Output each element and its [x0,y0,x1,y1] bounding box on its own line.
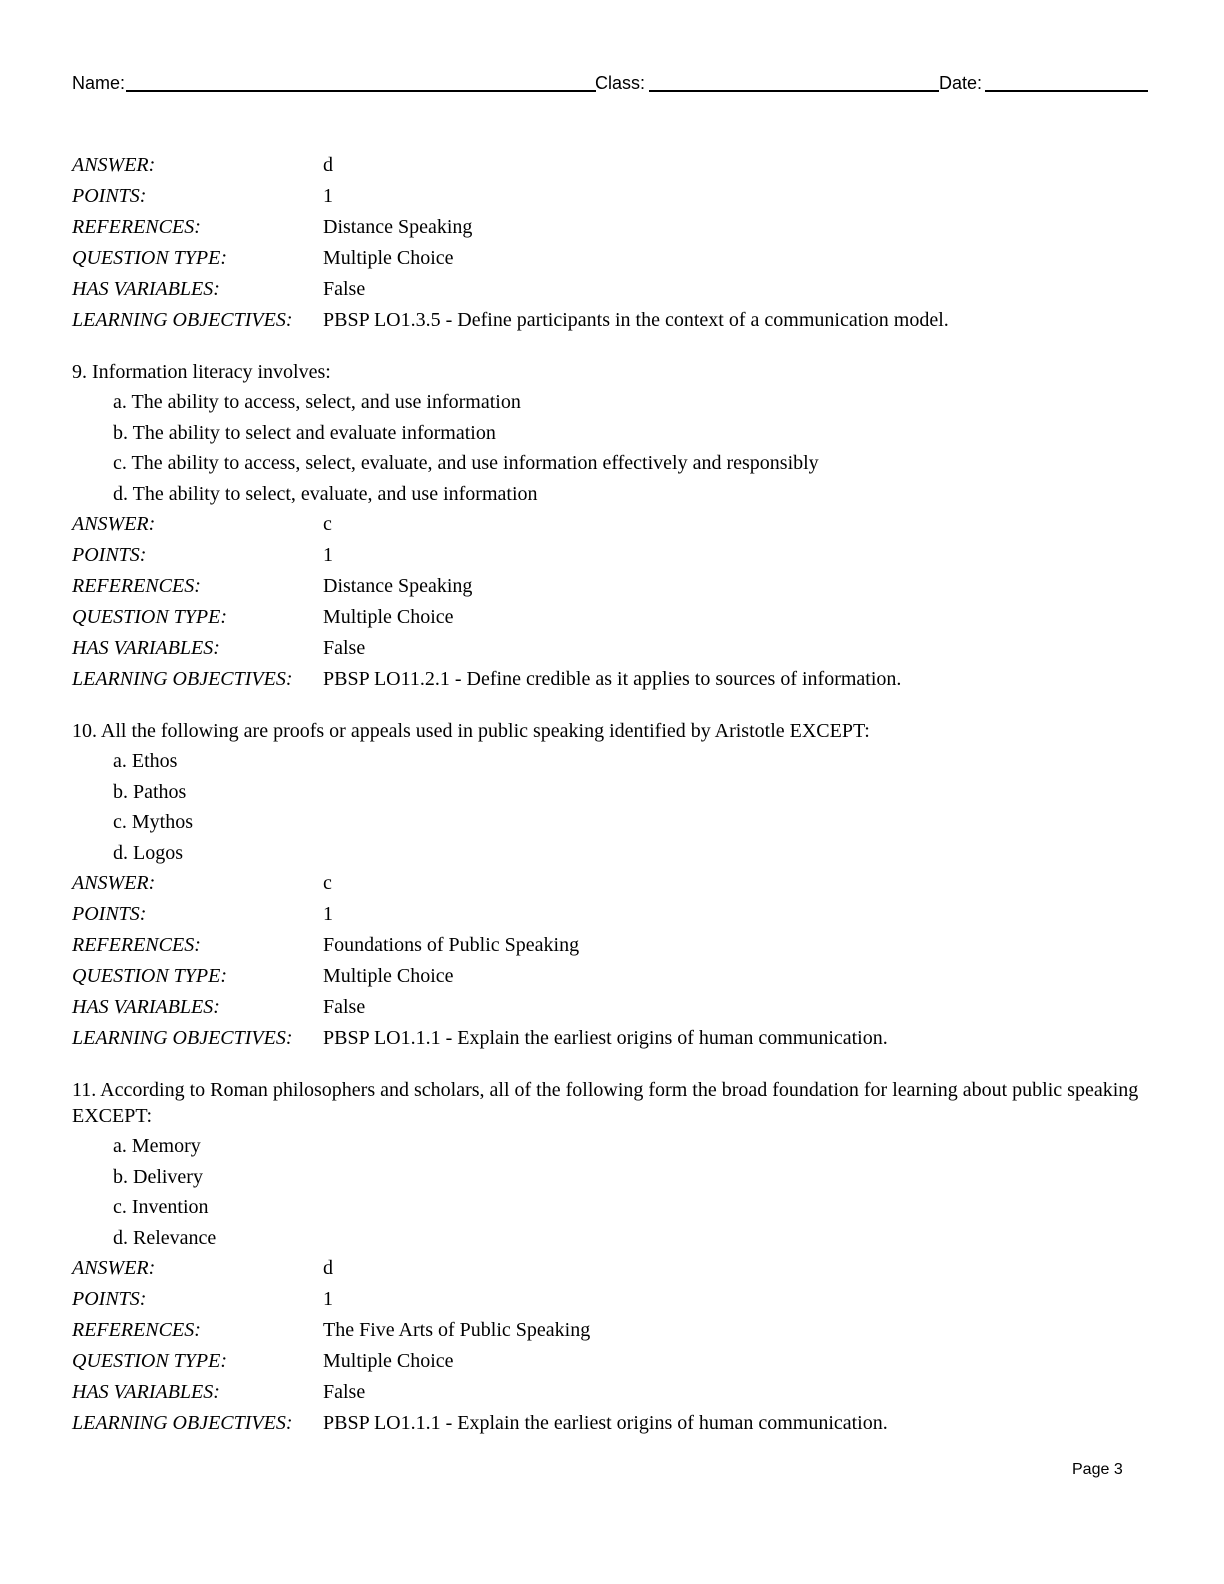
answer-value: c [323,872,332,894]
has-variables-label: HAS VARIABLES: [72,1381,220,1403]
points-row [72,540,1152,571]
question-type-row [72,602,1152,633]
references-value: Foundations of Public Speaking [323,934,580,956]
answer-label: ANSWER: [72,513,156,535]
answer-value: c [323,513,332,535]
question-type-label: QUESTION TYPE: [72,1350,228,1372]
answer-label: ANSWER: [72,154,156,176]
references-label: REFERENCES: [72,216,201,238]
question-text: 9. Information literacy involves: [72,361,331,383]
points-value: 1 [323,544,333,566]
learning-objectives-label: LEARNING OBJECTIVES: [72,1027,293,1049]
learning-objectives-label: LEARNING OBJECTIVES: [72,1412,293,1434]
references-label: REFERENCES: [72,1319,201,1341]
name-field-line [126,90,596,92]
learning-objectives-value: PBSP LO1.1.1 - Explain the earliest origins of human communication. [323,1027,888,1049]
option-d: d. Relevance [113,1226,217,1249]
has-variables-row [72,992,1152,1023]
references-row [72,571,1152,602]
option-c: c. Invention [113,1196,209,1218]
references-value: The Five Arts of Public Speaking [323,1319,591,1341]
points-value: 1 [323,903,333,925]
class-field-line [649,90,939,92]
question-text: 11. According to Roman philosophers and scholars, all of the following form the broad foundation for learning about public speaking EXCEPT: [72,1079,1139,1127]
references-row [72,1315,1152,1346]
learning-objectives-row [72,1023,1152,1054]
question-type-label: QUESTION TYPE: [72,965,228,987]
points-value: 1 [323,1288,333,1310]
has-variables-row [72,274,1152,305]
question-8-metadata [72,150,1152,336]
question-11 [72,1077,1152,1439]
question-10 [72,718,1152,1054]
option-b: b. Delivery [113,1165,203,1188]
has-variables-value: False [323,278,366,300]
answer-row [72,509,1152,540]
question-type-row [72,243,1152,274]
references-label: REFERENCES: [72,934,201,956]
date-field-line [985,90,1148,92]
option-a: a. Ethos [113,750,178,772]
question-type-label: QUESTION TYPE: [72,247,228,269]
answer-value: d [323,1257,333,1279]
learning-objectives-row [72,1408,1152,1439]
question-type-value: Multiple Choice [323,965,454,987]
learning-objectives-label: LEARNING OBJECTIVES: [72,668,293,690]
page-number: Page 3 [1072,1461,1123,1478]
has-variables-row [72,1377,1152,1408]
option-a: a. Memory [113,1135,201,1157]
question-type-row [72,1346,1152,1377]
learning-objectives-value: PBSP LO11.2.1 - Define credible as it applies to sources of information. [323,668,902,690]
learning-objectives-value: PBSP LO1.1.1 - Explain the earliest origins of human communication. [323,1412,888,1434]
has-variables-label: HAS VARIABLES: [72,278,220,300]
learning-objectives-value: PBSP LO1.3.5 - Define participants in the context of a communication model. [323,309,949,331]
has-variables-row [72,633,1152,664]
answer-row [72,1253,1152,1284]
references-row [72,212,1152,243]
points-label: POINTS: [72,185,147,207]
learning-objectives-label: LEARNING OBJECTIVES: [72,309,293,331]
answer-label: ANSWER: [72,872,156,894]
option-c: c. The ability to access, select, evaluate, and use information effectively and responsibly [113,452,819,474]
option-b: b. The ability to select and evaluate information [113,421,496,444]
question-type-value: Multiple Choice [323,1350,454,1372]
option-a: a. The ability to access, select, and use information [113,391,521,413]
points-label: POINTS: [72,1288,147,1310]
references-value: Distance Speaking [323,575,473,597]
name-label: Name: [72,73,126,93]
question-type-value: Multiple Choice [323,247,454,269]
answer-label: ANSWER: [72,1257,156,1279]
option-b: b. Pathos [113,780,187,803]
has-variables-value: False [323,637,366,659]
question-9 [72,359,1152,695]
question-type-label: QUESTION TYPE: [72,606,228,628]
has-variables-value: False [323,996,366,1018]
class-label: Class: [595,73,646,93]
references-value: Distance Speaking [323,216,473,238]
points-row [72,181,1152,212]
references-label: REFERENCES: [72,575,201,597]
points-row [72,1284,1152,1315]
option-d: d. The ability to select, evaluate, and use information [113,482,538,505]
points-label: POINTS: [72,544,147,566]
points-row [72,899,1152,930]
question-text: 10. All the following are proofs or appeals used in public speaking identified by Aristotle EXCEPT: [72,720,870,742]
question-content [72,150,1152,1439]
has-variables-label: HAS VARIABLES: [72,637,220,659]
learning-objectives-row [72,305,1152,336]
date-label: Date: [939,73,983,93]
answer-value: d [323,154,333,176]
references-row [72,930,1152,961]
option-c: c. Mythos [113,811,193,833]
question-type-row [72,961,1152,992]
option-d: d. Logos [113,841,183,864]
page-header [72,70,1148,96]
has-variables-value: False [323,1381,366,1403]
question-type-value: Multiple Choice [323,606,454,628]
learning-objectives-row [72,664,1152,695]
answer-row [72,868,1152,899]
answer-row [72,150,1152,181]
points-label: POINTS: [72,903,147,925]
has-variables-label: HAS VARIABLES: [72,996,220,1018]
points-value: 1 [323,185,333,207]
